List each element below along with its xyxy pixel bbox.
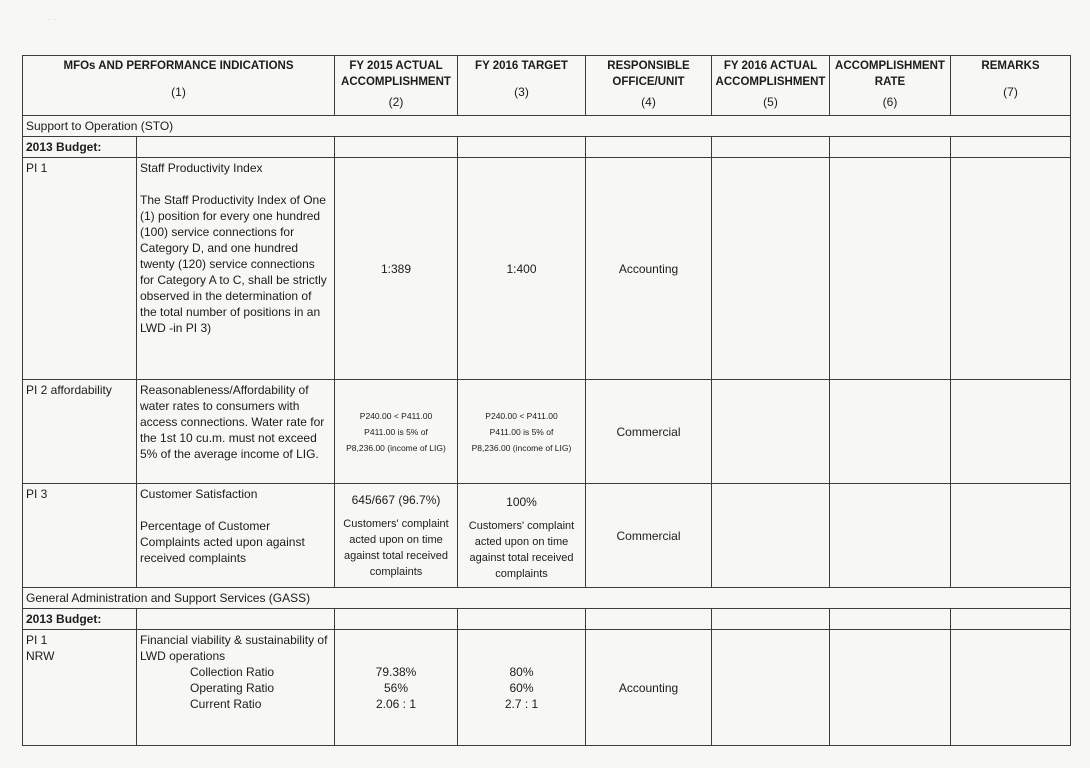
pi-code: PI 1 [23, 158, 137, 380]
pi-code: PI 3 [23, 484, 137, 588]
header-remarks-title: REMARKS [981, 60, 1040, 72]
remarks-cell [951, 484, 1071, 588]
header-fy2015 [335, 56, 458, 116]
header-row [23, 56, 1071, 116]
pi-title: Staff Productivity Index [140, 161, 263, 175]
fy2016-target-value: 100% [506, 495, 537, 509]
pi-code-secondary: NRW [26, 649, 55, 663]
fy2016-target-value: 2.7 : 1 [504, 696, 539, 711]
header-responsible-office-title: RESPONSIBLE OFFICE/UNIT [607, 60, 690, 88]
header-fy2016-target-title: FY 2016 TARGET [475, 60, 568, 72]
fy2016-target-line: P240.00 < P411.00 [485, 410, 558, 421]
header-fy2015-title: FY 2015 ACTUAL ACCOMPLISHMENT [341, 60, 451, 88]
table-row [23, 630, 1071, 746]
fy2015-value: 645/667 (96.7%) [351, 493, 441, 507]
pi-code-cell [23, 630, 137, 746]
pi-description-cell [137, 484, 335, 588]
accomplishment-rate-cell [830, 484, 951, 588]
header-fy2016-actual [712, 56, 830, 116]
ratio-label: Collection Ratio [190, 665, 275, 679]
accomplishment-rate-cell [830, 158, 951, 380]
header-remarks [951, 56, 1071, 116]
section-label-sto: Support to Operation (STO) [23, 116, 1071, 137]
fy2015-value-line: P8,236.00 (income of LIG) [346, 442, 446, 453]
responsible-office: Commercial [586, 380, 712, 484]
pi-description-cell [137, 158, 335, 380]
fy2016-target-cell [458, 484, 586, 588]
ratio-label: Operating Ratio [190, 681, 275, 695]
fy2016-actual-cell [712, 484, 830, 588]
header-mfo [23, 56, 335, 116]
header-mfo-title: MFOs AND PERFORMANCE INDICATIONS [63, 60, 294, 72]
pi-description: Percentage of Customer Complaints acted upon against received complaints [140, 519, 305, 565]
budget-label-sto: 2013 Budget: [23, 137, 137, 158]
header-fy2015-number: (2) [388, 95, 404, 109]
remarks-cell [951, 630, 1071, 746]
header-accomplishment-rate-title: ACCOMPLISHMENT RATE [835, 60, 945, 88]
section-row-sto [23, 116, 1071, 137]
fy2015-value-line: P411.00 is 5% of [364, 426, 428, 437]
accomplishment-rate-cell [830, 630, 951, 746]
fy2016-actual-cell [712, 630, 830, 746]
fy2015-value-line: P240.00 < P411.00 [359, 410, 433, 421]
table-row [23, 484, 1071, 588]
section-label-gass: General Administration and Support Services (GASS) [23, 588, 1071, 609]
header-responsible-office-number: (4) [641, 95, 656, 109]
responsible-office: Accounting [586, 630, 712, 746]
fy2015-value-cell [335, 484, 458, 588]
budget-row-sto [23, 137, 1071, 158]
header-remarks-number: (7) [1003, 85, 1018, 99]
fy2015-value-cell [335, 630, 458, 746]
header-fy2016-actual-title: FY 2016 ACTUAL ACCOMPLISHMENT [715, 60, 826, 88]
responsible-office: Accounting [586, 158, 712, 380]
fy2016-target-value: 80% [509, 664, 534, 679]
budget-row-gass [23, 609, 1071, 630]
fy2016-target-cell [458, 630, 586, 746]
pi-title: Customer Satisfaction [140, 487, 258, 501]
fy2016-target-line: P8,236.00 (income of LIG) [471, 442, 572, 453]
fy2015-value-cell [335, 380, 458, 484]
fy2016-target-line: P411.00 is 5% of [489, 426, 554, 437]
pi-description: Reasonableness/Affordability of water rates to consumers with access connections. Water rate for the 1st 10 cu.m. must not exceed 5% of the average income of LIG. [137, 380, 335, 484]
ratio-label: Current Ratio [190, 697, 262, 711]
fy2016-target-note: Customers' complaint acted upon on time against total received complaints [468, 520, 575, 580]
header-accomplishment-rate-number: (6) [882, 95, 898, 109]
fy2016-target-value: 60% [509, 680, 534, 695]
fy2015-value: 1:389 [335, 158, 458, 380]
scan-artifact: · · [48, 14, 57, 24]
fy2016-actual-cell [712, 380, 830, 484]
section-row-gass [23, 588, 1071, 609]
pi-description-cell [137, 630, 335, 746]
performance-report-table [22, 55, 1071, 746]
remarks-cell [951, 158, 1071, 380]
pi-description: The Staff Productivity Index of One (1) position for every one hundred (100) service connections for Category D, and one hundred twenty (120) service connections for Category A to C, shall be strictly observed in the determination of the total number of positions in an LWD -in PI 3) [140, 193, 327, 335]
header-fy2016-target [458, 56, 586, 116]
pi-code: PI 1 [26, 633, 48, 647]
header-mfo-number: (1) [171, 85, 186, 99]
fy2015-value: 2.06 : 1 [375, 696, 417, 711]
header-responsible-office [586, 56, 712, 116]
pi-title: Financial viability & sustainability of LWD operations [140, 633, 328, 663]
fy2015-value: 79.38% [375, 664, 417, 679]
header-accomplishment-rate [830, 56, 951, 116]
fy2015-note: Customers' complaint acted upon on time against total received complaints [343, 518, 449, 578]
fy2015-value: 56% [383, 680, 409, 695]
fy2016-target-cell [458, 380, 586, 484]
accomplishment-rate-cell [830, 380, 951, 484]
responsible-office: Commercial [586, 484, 712, 588]
table-row [23, 380, 1071, 484]
header-fy2016-actual-number: (5) [763, 95, 778, 109]
fy2016-actual-cell [712, 158, 830, 380]
budget-label-gass: 2013 Budget: [23, 609, 137, 630]
table-row [23, 158, 1071, 380]
fy2016-target-value: 1:400 [458, 158, 586, 380]
remarks-cell [951, 380, 1071, 484]
header-fy2016-target-number: (3) [514, 85, 529, 99]
pi-code: PI 2 affordability [23, 380, 137, 484]
